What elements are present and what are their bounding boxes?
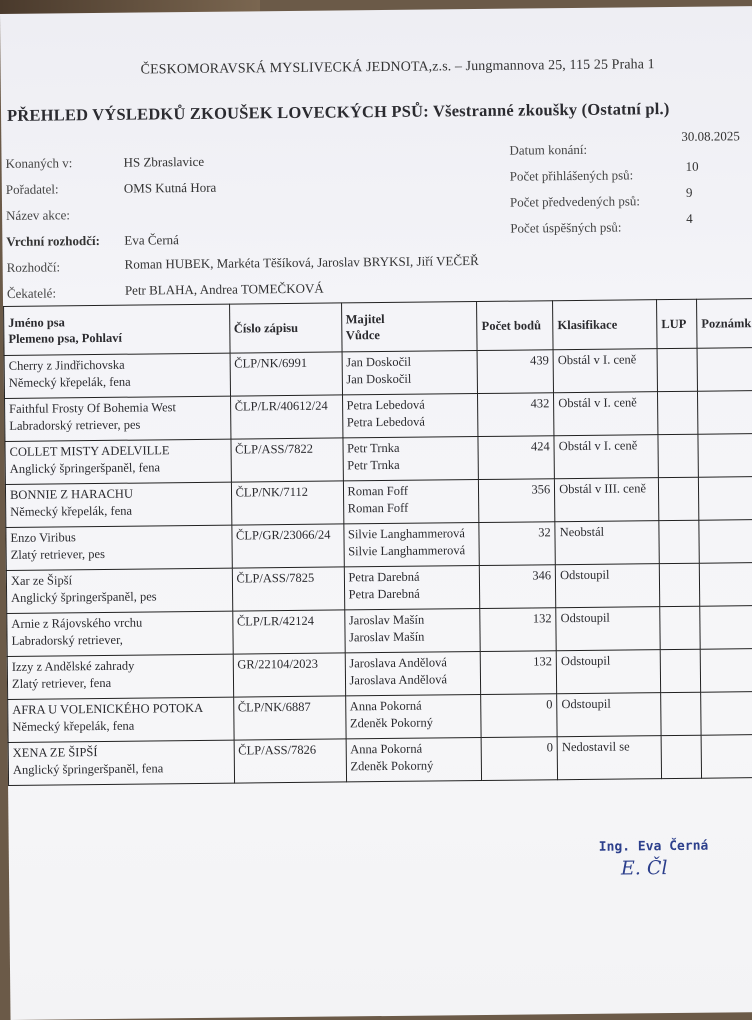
cell-dog — [6, 525, 232, 570]
dog-breed: Anglický špringeršpaněl, fena — [12, 761, 164, 777]
dog-name: Enzo Viribus — [10, 530, 76, 545]
cell-poznamka — [699, 519, 752, 563]
cell-klasifikace: Neobstál — [555, 521, 659, 565]
dog-name: Arnie z Rájovského vrchu — [11, 615, 143, 631]
cell-zapis: ČLP/LR/40612/24 — [230, 395, 342, 439]
cell-klasifikace: Odstoupil — [556, 607, 660, 651]
vrchni-rozhodci-value: Eva Černá — [124, 232, 179, 248]
header-handler: Vůdce — [345, 328, 380, 343]
results-table — [3, 298, 752, 786]
cell-poznamka — [701, 734, 752, 778]
vrchni-rozhodci-label: Vrchní rozhodčí: — [6, 232, 100, 249]
cell-poznamka — [701, 691, 752, 735]
cell-owner — [343, 523, 479, 567]
cell-dog — [6, 568, 232, 613]
table-row — [7, 605, 752, 656]
table-row — [8, 691, 752, 742]
dog-breed: Anglický špringeršpaněl, pes — [11, 589, 157, 605]
cell-klasifikace: Obstál v I. ceně — [553, 349, 657, 393]
cell-points: 132 — [481, 651, 557, 695]
cell-zapis: ČLP/ASS/7825 — [232, 567, 344, 611]
cell-owner — [345, 695, 481, 739]
cell-dog — [8, 697, 234, 742]
header-breed: Plemeno psa, Pohlaví — [8, 330, 123, 346]
poradatel-label: Pořadatel: — [5, 181, 59, 197]
cell-dog — [7, 654, 233, 699]
cell-lup — [658, 391, 698, 434]
cell-dog — [5, 439, 231, 484]
dog-name: Cherry z Jindřichovska — [8, 357, 125, 373]
cell-zapis: ČLP/NK/6887 — [233, 696, 345, 740]
dog-name: XENA ZE ŠIPŠÍ — [12, 745, 98, 760]
cell-zapis: ČLP/ASS/7822 — [230, 438, 342, 482]
cell-zapis: ČLP/GR/23066/24 — [231, 524, 343, 568]
cell-zapis: ČLP/LR/42124 — [232, 610, 344, 654]
cell-owner — [342, 394, 478, 438]
cell-klasifikace: Obstál v I. ceně — [554, 392, 658, 436]
cell-poznamka — [698, 390, 752, 434]
table-row — [6, 519, 752, 570]
cell-lup — [660, 649, 700, 692]
prihlasenych-label: Počet přihlášených psů: — [509, 167, 634, 184]
cell-lup — [661, 692, 701, 735]
poradatel-value: OMS Kutná Hora — [123, 179, 217, 196]
rozhodci-label: Rozhodčí: — [6, 259, 61, 275]
header-lup: LUP — [657, 299, 697, 348]
nazev-akce-label: Název akce: — [6, 207, 71, 223]
cell-owner — [344, 609, 480, 653]
cell-lup — [659, 563, 699, 606]
cell-points: 356 — [479, 479, 555, 523]
cell-owner — [343, 480, 479, 524]
dog-breed: Labradorský retriever, pes — [9, 417, 141, 433]
handwritten-signature: E. Čl — [620, 857, 668, 880]
header-points: Počet bodů — [477, 301, 553, 351]
cell-lup — [659, 520, 699, 563]
cell-klasifikace: Obstál v I. ceně — [554, 435, 658, 479]
handler-name: Petr Trnka — [347, 457, 400, 473]
table-row — [7, 648, 752, 699]
cell-lup — [658, 434, 698, 477]
dog-breed: Zlatý retriever, pes — [10, 546, 105, 562]
cell-points: 346 — [480, 565, 556, 609]
owner-name: Silvie Langhammerová — [347, 526, 466, 542]
handler-name: Zdeněk Pokorný — [350, 758, 434, 774]
konanych-value: HS Zbraslavice — [123, 153, 205, 170]
datum-label: Datum konání: — [509, 141, 588, 158]
cell-owner — [342, 351, 478, 395]
predvedenych-label: Počet předvedených psů: — [509, 193, 641, 210]
owner-name: Petra Darebná — [348, 569, 420, 585]
datum-value: 30.08.2025 — [681, 128, 740, 144]
handler-name: Roman Foff — [347, 500, 409, 516]
uspesnych-label: Počet úspěšných psů: — [510, 219, 622, 236]
cell-points: 132 — [480, 608, 556, 652]
dog-name: AFRA U VOLENICKÉHO POTOKA — [12, 700, 204, 717]
cell-dog — [7, 611, 233, 656]
cell-poznamka — [700, 648, 752, 692]
dog-breed: Zlatý retriever, fena — [11, 675, 112, 691]
header-owner-handler — [341, 302, 477, 352]
cell-dog — [8, 740, 234, 785]
handler-name: Petra Darebná — [348, 586, 420, 602]
uspesnych-value: 4 — [686, 210, 693, 226]
header-name: Jméno psa — [8, 315, 65, 330]
cell-zapis: ČLP/ASS/7826 — [234, 739, 346, 783]
cell-lup — [658, 477, 698, 520]
prihlasenych-value: 10 — [685, 158, 699, 174]
cell-points: 432 — [478, 393, 554, 437]
cell-poznamka — [697, 347, 752, 391]
dog-name: BONNIE Z HARACHU — [9, 486, 134, 502]
cell-points: 439 — [477, 350, 553, 394]
predvedenych-value: 9 — [685, 184, 693, 200]
dog-name: Xar ze Šipší — [10, 573, 73, 588]
header-poznamka: Poznámk — [697, 298, 752, 348]
dog-breed: Anglický špringeršpaněl, fena — [9, 460, 161, 476]
table-row — [6, 562, 752, 613]
cell-dog — [5, 482, 231, 527]
cell-lup — [657, 348, 697, 391]
organization-header: ČESKOMORAVSKÁ MYSLIVECKÁ JEDNOTA,z.s. – Jungmannova 25, 115 25 Praha 1 — [140, 57, 655, 78]
cell-points: 0 — [481, 694, 557, 738]
cell-zapis: ČLP/NK/7112 — [231, 481, 343, 525]
cell-owner — [346, 737, 482, 781]
owner-name: Petra Lebedová — [346, 397, 425, 413]
owner-name: Roman Foff — [347, 483, 409, 499]
cell-zapis: ČLP/NK/6991 — [230, 352, 342, 396]
owner-name: Jan Doskočil — [346, 354, 412, 370]
header-name-breed — [4, 304, 230, 355]
table-row — [8, 734, 752, 785]
dog-breed: Německý křepelák, fena — [12, 718, 135, 734]
header-owner: Majitel — [345, 311, 385, 327]
cell-poznamka — [700, 605, 752, 649]
table-row — [5, 476, 752, 527]
cell-lup — [661, 735, 701, 778]
cekatele-value: Petr BLAHA, Andrea TOMEČKOVÁ — [124, 280, 324, 298]
handler-name: Petra Lebedová — [346, 414, 425, 430]
cell-klasifikace: Odstoupil — [556, 650, 660, 694]
konanych-label: Konaných v: — [5, 155, 73, 171]
cell-points: 424 — [478, 436, 554, 480]
cell-klasifikace: Odstoupil — [556, 564, 660, 608]
handler-name: Jan Doskočil — [346, 371, 412, 387]
signature-stamp: Ing. Eva Černá — [598, 838, 709, 855]
cell-poznamka — [698, 476, 752, 520]
cekatele-label: Čekatelé: — [6, 285, 57, 301]
dog-name: COLLET MISTY ADELVILLE — [9, 443, 170, 459]
cell-owner — [345, 652, 481, 696]
document-sheet — [0, 6, 752, 1020]
cell-points: 0 — [481, 737, 557, 781]
handler-name: Jaroslava Andělová — [349, 672, 448, 688]
handler-name: Jaroslav Mašín — [348, 629, 425, 645]
owner-name: Jaroslav Mašín — [348, 612, 425, 628]
dog-name: Izzy z Andělské zahrady — [11, 658, 135, 674]
cell-points: 32 — [479, 522, 555, 566]
cell-dog — [5, 396, 231, 441]
rozhodci-value: Roman HUBEK, Markéta Těšíková, Jaroslav BRYKSI, Jiří VEČEŘ — [124, 253, 479, 272]
cell-poznamka — [698, 433, 752, 477]
header-klasifikace: Klasifikace — [553, 300, 657, 350]
table-header-row — [4, 298, 752, 355]
handler-name: Zdeněk Pokorný — [349, 715, 434, 731]
owner-name: Jaroslava Andělová — [349, 655, 447, 671]
cell-zapis: GR/22104/2023 — [233, 653, 345, 697]
table-row — [5, 433, 752, 484]
header-zapis: Číslo zápisu — [229, 303, 341, 353]
handler-name: Silvie Langhammerová — [348, 543, 466, 559]
cell-dog — [4, 353, 230, 398]
cell-klasifikace: Obstál v III. ceně — [555, 478, 659, 522]
owner-name: Petr Trnka — [346, 440, 400, 456]
cell-klasifikace: Nedostavil se — [557, 736, 661, 780]
owner-name: Anna Pokorná — [349, 698, 422, 714]
owner-name: Anna Pokorná — [350, 741, 423, 757]
dog-breed: Německý křepelák, fena — [10, 503, 133, 519]
cell-owner — [342, 437, 478, 481]
cell-poznamka — [699, 562, 752, 606]
dog-breed: Labradorský retriever, — [11, 632, 123, 648]
cell-lup — [660, 606, 700, 649]
dog-breed: Německý křepelák, fena — [8, 374, 131, 390]
dog-name: Faithful Frosty Of Bohemia West — [9, 400, 177, 416]
document-title: PŘEHLED VÝSLEDKŮ ZKOUŠEK LOVECKÝCH PSŮ: Všestranné zkoušky (Ostatní pl.) — [6, 98, 670, 125]
cell-owner — [344, 566, 480, 610]
cell-klasifikace: Odstoupil — [557, 693, 661, 737]
